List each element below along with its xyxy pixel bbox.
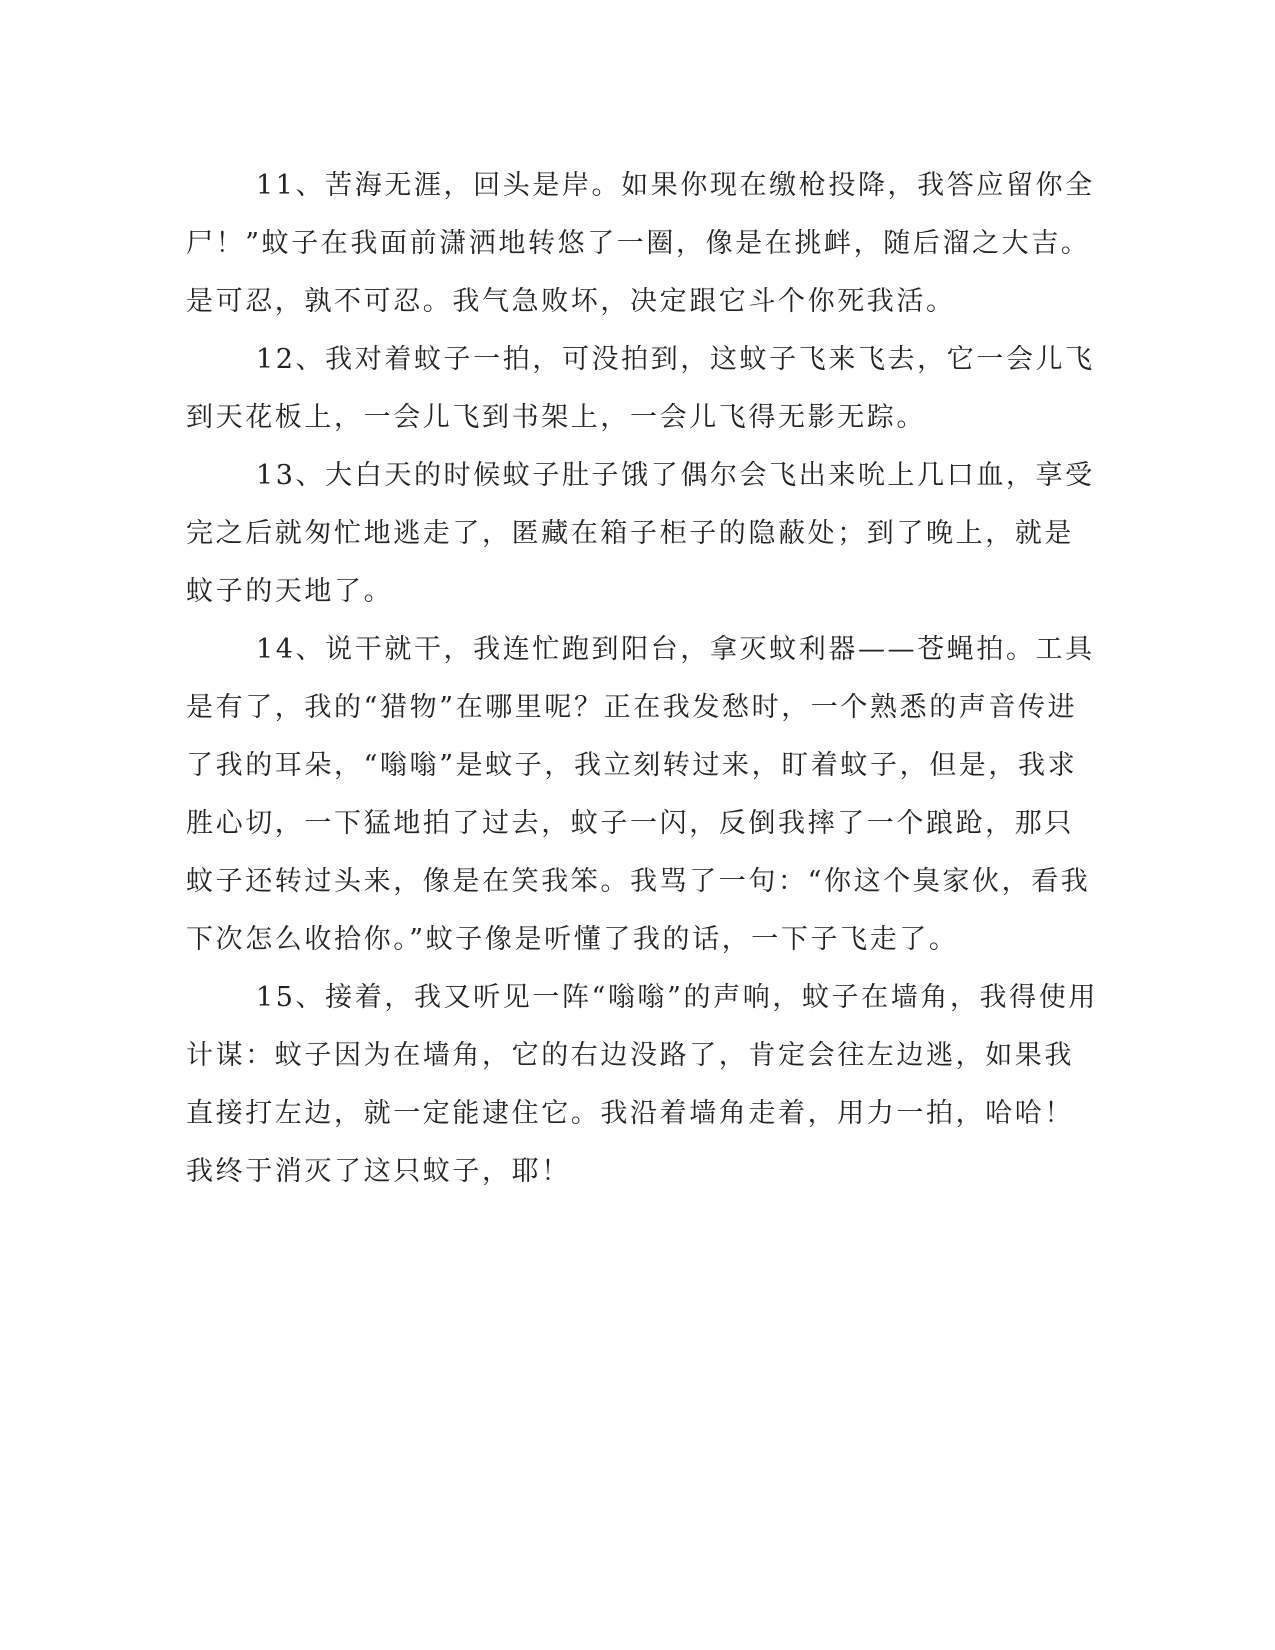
paragraph-15-line-4: 我终于消灭了这只蚊子，耶！: [186, 1156, 571, 1187]
paragraph-12-line-2: 到天花板上，一会儿飞到书架上，一会儿飞得无影无踪。: [186, 402, 926, 433]
paragraph-15-line-2: 计谋：蚊子因为在墙角，它的右边没路了，肯定会往左边逃，如果我: [186, 1040, 1074, 1071]
paragraph-13-line-3: 蚊子的天地了。: [186, 576, 394, 607]
paragraph-11-line-3: 是可忍，孰不可忍。我气急败坏，决定跟它斗个你死我活。: [186, 286, 956, 317]
paragraph-14-line-3: 了我的耳朵，“嗡嗡”是蚊子，我立刻转过来，盯着蚊子，但是，我求: [186, 750, 1078, 781]
paragraph-15-line-3: 直接打左边，就一定能逮住它。我沿着墙角走着，用力一拍，哈哈！: [186, 1098, 1074, 1129]
paragraph-14-line-4: 胜心切，一下猛地拍了过去，蚊子一闪，反倒我摔了一个踉跄，那只: [186, 808, 1074, 839]
paragraph-14-line-5: 蚊子还转过头来，像是在笑我笨。我骂了一句：“你这个臭家伙，看我: [186, 866, 1091, 897]
paragraph-12-line-1: 12、我对着蚊子一拍，可没拍到，这蚊子飞来飞去，它一会儿飞: [256, 344, 1095, 375]
paragraph-14-line-2: 是有了，我的“猎物”在哪里呢？正在我发愁时，一个熟悉的声音传进: [186, 692, 1078, 723]
paragraph-14-line-6: 下次怎么收拾你。”蚊子像是听懂了我的话，一下子飞走了。: [186, 924, 959, 955]
paragraph-13-line-1: 13、大白天的时候蚊子肚子饿了偶尔会飞出来吮上几口血，享受: [256, 460, 1095, 491]
paragraph-11-line-2: 尸！”蚊子在我面前潇洒地转悠了一圈，像是在挑衅，随后溜之大吉。: [186, 228, 1091, 259]
paragraph-14-line-1: 14、说干就干，我连忙跑到阳台，拿灭蚊利器——苍蝇拍。工具: [256, 634, 1095, 665]
paragraph-11-line-1: 11、苦海无涯，回头是岸。如果你现在缴枪投降，我答应留你全: [256, 170, 1095, 201]
paragraph-13-line-2: 完之后就匆忙地逃走了，匿藏在箱子柜子的隐蔽处；到了晚上，就是: [186, 518, 1074, 549]
paragraph-15-line-1: 15、接着，我又听见一阵“嗡嗡”的声响，蚊子在墙角，我得使用: [256, 982, 1098, 1013]
